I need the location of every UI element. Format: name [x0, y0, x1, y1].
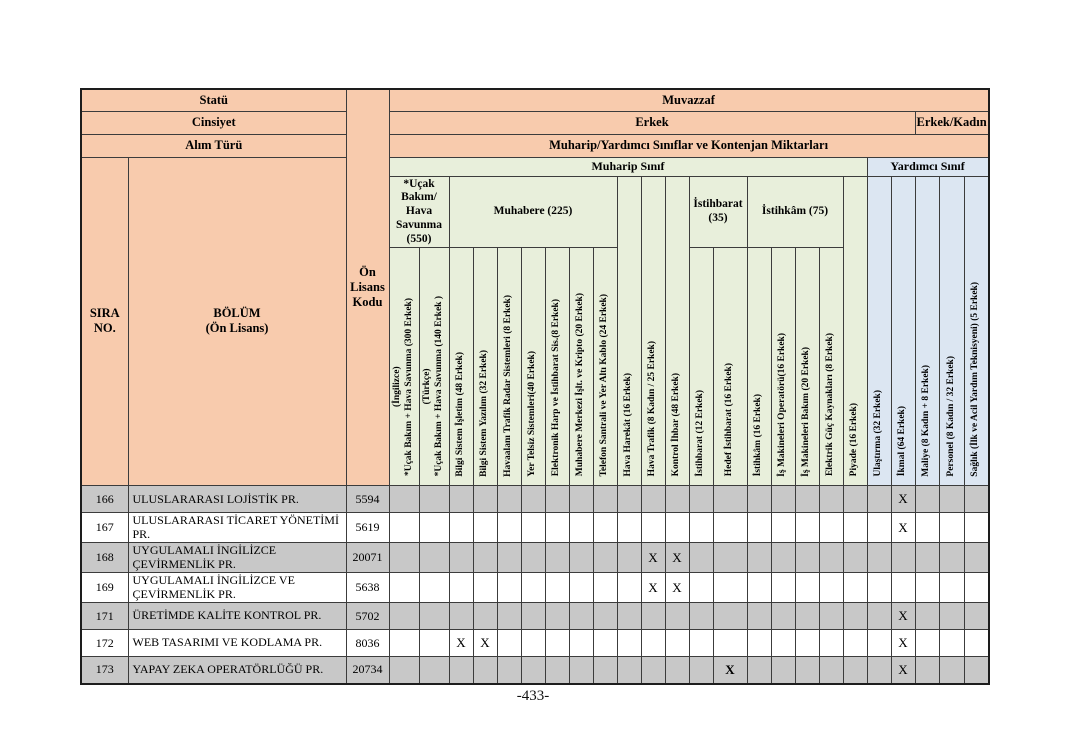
alim-turu-label: Alım Türü — [81, 134, 346, 157]
table-row — [81, 657, 989, 684]
quota-empty-cell — [713, 630, 747, 657]
header-row-alim-turu — [81, 134, 989, 157]
quota-empty-cell — [747, 486, 771, 513]
quota-empty-cell — [747, 630, 771, 657]
quota-empty-cell — [569, 543, 593, 573]
muharip-sinif-band: Muharip Sınıf — [389, 157, 867, 176]
row-sira-no: 166 — [81, 486, 128, 513]
quota-empty-cell — [665, 603, 689, 630]
quota-empty-cell — [819, 657, 843, 684]
quota-mark-cell: X — [891, 513, 915, 543]
row-sira-no: 168 — [81, 543, 128, 573]
quota-empty-cell — [389, 630, 419, 657]
quota-empty-cell — [569, 573, 593, 603]
table-body — [81, 486, 989, 684]
column-header-15 — [771, 248, 795, 486]
column-header-6 — [545, 248, 569, 486]
quota-empty-cell — [747, 603, 771, 630]
quota-empty-cell — [867, 486, 891, 513]
quota-empty-cell — [747, 657, 771, 684]
quota-empty-cell — [497, 513, 521, 543]
row-on-lisans-kodu: 5619 — [346, 513, 389, 543]
quota-empty-cell — [689, 657, 713, 684]
quota-empty-cell — [771, 486, 795, 513]
quota-empty-cell — [389, 603, 419, 630]
quota-empty-cell — [964, 603, 989, 630]
quota-empty-cell — [689, 603, 713, 630]
row-bolum-name: UYGULAMALI İNGİLİZCE VE ÇEVİRMENLİK PR. — [128, 573, 346, 603]
quota-empty-cell — [521, 657, 545, 684]
quota-empty-cell — [843, 630, 867, 657]
quota-empty-cell — [771, 573, 795, 603]
table-row — [81, 630, 989, 657]
column-header-label: Hava Trafik (8 Kadın / 25 Erkek) — [647, 341, 658, 477]
quota-mark-cell: X — [641, 573, 665, 603]
quota-empty-cell — [419, 486, 449, 513]
quota-empty-cell — [771, 513, 795, 543]
quota-empty-cell — [867, 513, 891, 543]
quota-empty-cell — [641, 657, 665, 684]
column-header-label: Bilgi Sistem İşletim (48 Erkek) — [455, 351, 466, 477]
quota-empty-cell — [713, 573, 747, 603]
quota-empty-cell — [521, 543, 545, 573]
quota-empty-cell — [843, 513, 867, 543]
quota-empty-cell — [795, 630, 819, 657]
row-on-lisans-kodu: 5638 — [346, 573, 389, 603]
quota-empty-cell — [795, 603, 819, 630]
quota-mark-cell: X — [891, 486, 915, 513]
quota-empty-cell — [641, 630, 665, 657]
column-header-10 — [641, 176, 665, 486]
quota-empty-cell — [843, 486, 867, 513]
quota-empty-cell — [617, 573, 641, 603]
column-header-3 — [473, 248, 497, 486]
quota-empty-cell — [940, 657, 965, 684]
quota-empty-cell — [819, 543, 843, 573]
quota-empty-cell — [593, 630, 617, 657]
muvazzaf-label: Muvazzaf — [389, 89, 989, 111]
quota-empty-cell — [449, 513, 473, 543]
quota-empty-cell — [689, 486, 713, 513]
sira-no-label: SIRA NO. — [81, 157, 128, 486]
quota-empty-cell — [819, 630, 843, 657]
quota-empty-cell — [641, 486, 665, 513]
quota-empty-cell — [795, 486, 819, 513]
quota-empty-cell — [389, 543, 419, 573]
quota-empty-cell — [891, 573, 915, 603]
quota-empty-cell — [915, 630, 940, 657]
header-row-cinsiyet — [81, 111, 989, 134]
quota-empty-cell — [713, 543, 747, 573]
quota-empty-cell — [419, 513, 449, 543]
quota-empty-cell — [665, 513, 689, 543]
quota-empty-cell — [569, 657, 593, 684]
quota-empty-cell — [569, 513, 593, 543]
quota-empty-cell — [593, 603, 617, 630]
quota-empty-cell — [915, 513, 940, 543]
column-header-label: Hava Harekât (16 Erkek) — [623, 372, 634, 477]
quota-empty-cell — [617, 543, 641, 573]
quota-empty-cell — [497, 573, 521, 603]
row-sira-no: 169 — [81, 573, 128, 603]
quota-empty-cell — [964, 573, 989, 603]
quota-empty-cell — [449, 486, 473, 513]
quota-empty-cell — [843, 573, 867, 603]
column-header-18 — [843, 176, 867, 486]
table-row — [81, 513, 989, 543]
quota-table — [80, 88, 990, 685]
quota-empty-cell — [915, 657, 940, 684]
quota-mark-cell: X — [641, 543, 665, 573]
quota-mark-cell: X — [891, 630, 915, 657]
quota-empty-cell — [449, 543, 473, 573]
column-header-label: İkmal (64 Erkek) — [897, 406, 908, 477]
quota-empty-cell — [771, 603, 795, 630]
column-header-1 — [419, 248, 449, 486]
quota-empty-cell — [521, 630, 545, 657]
column-header-7 — [569, 248, 593, 486]
quota-empty-cell — [545, 603, 569, 630]
quota-empty-cell — [689, 573, 713, 603]
quota-empty-cell — [771, 630, 795, 657]
bolum-label: BÖLÜM (Ön Lisans) — [128, 157, 346, 486]
table-row — [81, 543, 989, 573]
column-header-label: İstihkâm (16 Erkek) — [753, 394, 764, 477]
page-number: -433- — [516, 688, 550, 704]
quota-empty-cell — [473, 573, 497, 603]
column-header-label: Piyade (16 Erkek) — [849, 403, 860, 477]
column-header-19 — [867, 176, 891, 486]
quota-empty-cell — [689, 630, 713, 657]
quota-empty-cell — [593, 657, 617, 684]
quota-empty-cell — [867, 657, 891, 684]
quota-empty-cell — [545, 513, 569, 543]
quota-empty-cell — [771, 543, 795, 573]
quota-empty-cell — [473, 603, 497, 630]
quota-empty-cell — [617, 657, 641, 684]
quota-empty-cell — [521, 573, 545, 603]
column-header-13 — [713, 248, 747, 486]
statu-label: Statü — [81, 89, 346, 111]
quota-empty-cell — [964, 630, 989, 657]
quota-empty-cell — [964, 543, 989, 573]
quota-empty-cell — [389, 486, 419, 513]
quota-empty-cell — [940, 543, 965, 573]
quota-empty-cell — [521, 513, 545, 543]
quota-empty-cell — [940, 630, 965, 657]
quota-empty-cell — [641, 513, 665, 543]
quota-empty-cell — [747, 573, 771, 603]
column-header-label: Telefon Santrali ve Yer Altı Kablo (24 Erkek) — [599, 293, 610, 477]
quota-empty-cell — [747, 543, 771, 573]
column-header-label: Maliye (8 Kadın + 8 Erkek) — [921, 364, 932, 477]
quota-empty-cell — [545, 543, 569, 573]
row-bolum-name: ULUSLARARASI TİCARET YÖNETİMİ PR. — [128, 513, 346, 543]
quota-empty-cell — [915, 573, 940, 603]
column-header-22 — [940, 176, 965, 486]
quota-empty-cell — [569, 486, 593, 513]
quota-empty-cell — [843, 543, 867, 573]
quota-empty-cell — [473, 486, 497, 513]
quota-empty-cell — [795, 543, 819, 573]
quota-empty-cell — [473, 513, 497, 543]
column-header-17 — [819, 248, 843, 486]
quota-empty-cell — [964, 513, 989, 543]
quota-empty-cell — [545, 573, 569, 603]
quota-empty-cell — [545, 657, 569, 684]
quota-empty-cell — [497, 603, 521, 630]
quota-empty-cell — [713, 513, 747, 543]
quota-empty-cell — [569, 603, 593, 630]
column-header-label: *Uçak Bakım + Hava Savunma (140 Erkek ) (Türkçe) — [422, 296, 444, 477]
column-header-label: İş Makineleri Bakım (20 Erkek) — [801, 346, 812, 477]
quota-empty-cell — [867, 543, 891, 573]
quota-mark-cell: X — [665, 543, 689, 573]
row-bolum-name: ULUSLARARASI LOJİSTİK PR. — [128, 486, 346, 513]
quota-empty-cell — [915, 603, 940, 630]
column-header-label: Elektronik Harp ve İstihbarat Sis.(8 Erkek) — [551, 299, 562, 477]
quota-empty-cell — [867, 603, 891, 630]
quota-empty-cell — [449, 603, 473, 630]
quota-empty-cell — [964, 657, 989, 684]
column-header-2 — [449, 248, 473, 486]
header-row-sinif-bands — [81, 157, 989, 176]
column-header-21 — [915, 176, 940, 486]
erkek-kadin-label: Erkek/Kadın — [915, 111, 989, 134]
erkek-label: Erkek — [389, 111, 915, 134]
row-bolum-name: YAPAY ZEKA OPERATÖRLÜĞÜ PR. — [128, 657, 346, 684]
column-header-label: Ulaştırma (32 Erkek) — [873, 389, 884, 477]
quota-empty-cell — [915, 486, 940, 513]
yardimci-sinif-band: Yardımcı Sınıf — [867, 157, 989, 176]
quota-empty-cell — [593, 573, 617, 603]
row-sira-no: 171 — [81, 603, 128, 630]
quota-empty-cell — [497, 657, 521, 684]
quota-empty-cell — [843, 603, 867, 630]
row-on-lisans-kodu: 8036 — [346, 630, 389, 657]
group-header: İstihbarat (35) — [689, 176, 747, 248]
group-header: Muhabere (225) — [449, 176, 617, 248]
table-row — [81, 603, 989, 630]
quota-empty-cell — [665, 657, 689, 684]
table-row — [81, 486, 989, 513]
quota-empty-cell — [795, 657, 819, 684]
column-header-8 — [593, 248, 617, 486]
siniflar-label: Muharip/Yardımcı Sınıflar ve Kontenjan Miktarları — [389, 134, 989, 157]
column-header-label: Havaalanı Trafik Radar Sistemleri (8 Erkek) — [503, 294, 514, 477]
quota-empty-cell — [389, 657, 419, 684]
column-header-20 — [891, 176, 915, 486]
quota-empty-cell — [819, 513, 843, 543]
column-header-label: Sağlık (İlk ve Acil Yardım Teknisyeni) (5 Erkek) — [970, 281, 981, 477]
quota-empty-cell — [497, 630, 521, 657]
quota-empty-cell — [940, 573, 965, 603]
row-on-lisans-kodu: 20071 — [346, 543, 389, 573]
quota-empty-cell — [819, 573, 843, 603]
quota-mark-cell: X — [891, 603, 915, 630]
quota-mark-cell: X — [891, 657, 915, 684]
cinsiyet-label: Cinsiyet — [81, 111, 346, 134]
quota-empty-cell — [545, 630, 569, 657]
quota-empty-cell — [449, 657, 473, 684]
quota-empty-cell — [713, 486, 747, 513]
quota-empty-cell — [593, 543, 617, 573]
quota-empty-cell — [867, 630, 891, 657]
column-header-0 — [389, 248, 419, 486]
column-header-23 — [964, 176, 989, 486]
quota-empty-cell — [795, 513, 819, 543]
column-header-label: Elektrik Güç Kaynakları (8 Erkek) — [825, 333, 836, 477]
quota-empty-cell — [689, 543, 713, 573]
row-on-lisans-kodu: 20734 — [346, 657, 389, 684]
quota-empty-cell — [419, 603, 449, 630]
row-bolum-name: UYGULAMALI İNGİLİZCE ÇEVİRMENLİK PR. — [128, 543, 346, 573]
column-header-label: İş Makineleri Operatörü(16 Erkek) — [777, 332, 788, 477]
quota-empty-cell — [665, 486, 689, 513]
column-header-label: Personel (8 Kadın / 32 Erkek) — [945, 355, 956, 477]
quota-empty-cell — [497, 543, 521, 573]
group-header: İstihkâm (75) — [747, 176, 843, 248]
quota-empty-cell — [819, 603, 843, 630]
quota-empty-cell — [665, 630, 689, 657]
row-on-lisans-kodu: 5702 — [346, 603, 389, 630]
quota-empty-cell — [891, 543, 915, 573]
quota-empty-cell — [940, 486, 965, 513]
quota-empty-cell — [521, 486, 545, 513]
quota-mark-cell: X — [713, 657, 747, 684]
quota-empty-cell — [497, 486, 521, 513]
quota-empty-cell — [419, 543, 449, 573]
row-bolum-name: ÜRETİMDE KALİTE KONTROL PR. — [128, 603, 346, 630]
quota-empty-cell — [569, 630, 593, 657]
quota-empty-cell — [819, 486, 843, 513]
quota-empty-cell — [473, 657, 497, 684]
quota-empty-cell — [449, 573, 473, 603]
quota-mark-cell: X — [449, 630, 473, 657]
quota-empty-cell — [940, 603, 965, 630]
row-sira-no: 173 — [81, 657, 128, 684]
row-bolum-name: WEB TASARIMI VE KODLAMA PR. — [128, 630, 346, 657]
quota-empty-cell — [641, 603, 665, 630]
quota-empty-cell — [617, 603, 641, 630]
column-header-11 — [665, 176, 689, 486]
header-row-statu — [81, 89, 989, 111]
column-header-14 — [747, 248, 771, 486]
quota-empty-cell — [915, 543, 940, 573]
quota-empty-cell — [617, 630, 641, 657]
quota-empty-cell — [689, 513, 713, 543]
quota-empty-cell — [747, 513, 771, 543]
row-on-lisans-kodu: 5594 — [346, 486, 389, 513]
table-row — [81, 573, 989, 603]
quota-empty-cell — [617, 513, 641, 543]
row-sira-no: 167 — [81, 513, 128, 543]
quota-empty-cell — [795, 573, 819, 603]
quota-empty-cell — [843, 657, 867, 684]
column-header-label: Bilgi Sistem Yazılım (32 Erkek) — [479, 349, 490, 477]
quota-empty-cell — [545, 486, 569, 513]
quota-empty-cell — [940, 513, 965, 543]
column-header-4 — [497, 248, 521, 486]
column-header-label: Yer Telsiz Sistemleri(40 Erkek) — [527, 350, 538, 477]
quota-empty-cell — [617, 486, 641, 513]
column-header-9 — [617, 176, 641, 486]
quota-empty-cell — [964, 486, 989, 513]
quota-empty-cell — [593, 513, 617, 543]
quota-empty-cell — [419, 657, 449, 684]
quota-empty-cell — [389, 513, 419, 543]
quota-empty-cell — [867, 573, 891, 603]
on-lisans-kodu-label: Ön Lisans Kodu — [346, 89, 389, 486]
quota-empty-cell — [419, 630, 449, 657]
column-header-label: Kontrol İhbar (48 Erkek) — [671, 373, 682, 477]
quota-empty-cell — [593, 486, 617, 513]
group-header: *Uçak Bakım/ Hava Savunma (550) — [389, 176, 449, 248]
column-header-label: İstihbarat (12 Erkek) — [695, 389, 706, 477]
row-sira-no: 172 — [81, 630, 128, 657]
column-header-label: Hedef İstihbarat (16 Erkek) — [724, 363, 735, 477]
quota-empty-cell — [713, 603, 747, 630]
quota-mark-cell: X — [473, 630, 497, 657]
column-header-12 — [689, 248, 713, 486]
column-header-label: Muhabere Merkezi İşlt. ve Kripto (20 Erkek) — [575, 293, 586, 477]
quota-mark-cell: X — [665, 573, 689, 603]
column-header-label: *Uçak Bakım + Hava Savunma (300 Erkek) (İngilizce) — [392, 298, 414, 477]
quota-empty-cell — [389, 573, 419, 603]
column-header-5 — [521, 248, 545, 486]
quota-empty-cell — [419, 573, 449, 603]
column-header-16 — [795, 248, 819, 486]
quota-empty-cell — [521, 603, 545, 630]
quota-empty-cell — [771, 657, 795, 684]
quota-empty-cell — [473, 543, 497, 573]
